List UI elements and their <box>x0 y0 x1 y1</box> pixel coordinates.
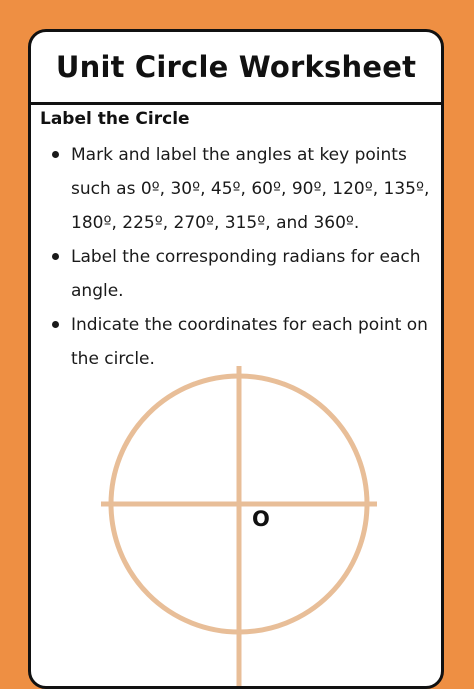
instruction-text: Mark and label the angles at key points such as 0º, 30º, 45º, 60º, 90º, 120º, 135º, 180º, 225º, 270º, 315º, and 360º. <box>71 145 430 233</box>
instruction-list <box>31 138 441 376</box>
origin-label: O <box>252 507 270 531</box>
section-heading: Label the Circle <box>40 109 190 129</box>
unit-circle-diagram <box>31 362 441 689</box>
worksheet-card <box>28 29 444 689</box>
bullet-icon <box>52 253 59 260</box>
worksheet-title: Unit Circle Worksheet <box>55 50 417 84</box>
title-bar <box>31 32 441 105</box>
instruction-text: Label the corresponding radians for each angle. <box>71 247 421 301</box>
instruction-text: Indicate the coordinates for each point on the circle. <box>71 315 428 369</box>
bullet-icon <box>52 321 59 328</box>
bullet-icon <box>52 151 59 158</box>
instruction-item <box>31 240 441 308</box>
instruction-item <box>31 138 441 240</box>
